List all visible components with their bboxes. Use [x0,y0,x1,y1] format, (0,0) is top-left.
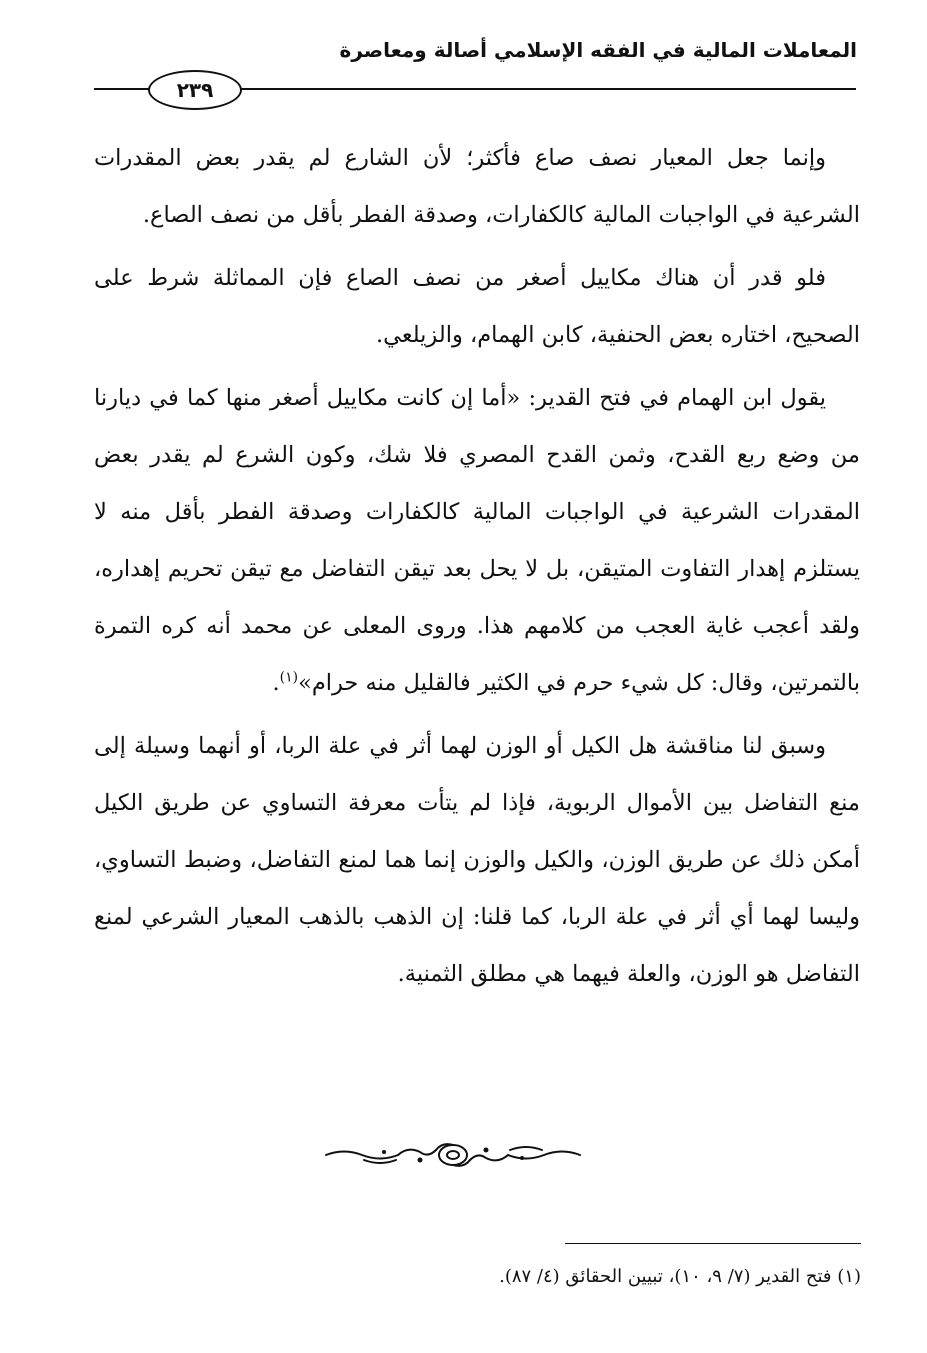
paragraph-3-end: . [272,670,280,696]
body-text [94,130,860,1003]
paragraph-4: وسبق لنا مناقشة هل الكيل أو الوزن لهما أثر في علة الربا، أو أنهما وسيلة إلى منع التفاضل بين الأموال الربوية، فإذا لم يتأت معرفة التساوي عن طريق الكيل أمكن ذلك عن طريق الوزن، والكيل والوزن إنما هما لمنع التفاضل، وضبط التساوي، وليسا لهما أي أثر في علة الربا، كما قلنا: إن الذهب بالذهب المعيار الشرعي لمنع التفاضل هو الوزن، والعلة فيهما هي مطلق الثمنية. [94,733,860,987]
paragraph-2: فلو قدر أن هناك مكاييل أصغر من نصف الصاع فإن المماثلة شرط على الصحيح، اختاره بعض الحنفية، كابن الهمام، والزيلعي. [94,265,860,348]
paragraph-1: وإنما جعل المعيار نصف صاع فأكثر؛ لأن الشارع لم يقدر بعض المقدرات الشرعية في الواجبات المالية كالكفارات، وصدقة الفطر بأقل من نصف الصاع. [94,145,860,228]
footnote-text: (١) فتح القدير (٧/ ٩، ١٠)، تبيين الحقائق (٤/ ٨٧). [499,1266,861,1287]
decorative-ornament [324,1140,582,1170]
paragraph-3-text: يقول ابن الهمام في فتح القدير: «أما إن كانت مكاييل أصغر منها كما في ديارنا من وضع ربع القدح، وثمن القدح المصري فلا شك، وكون الشرع لم يقدر بعض المقدرات الشرعية في الواجبات المالية كالكفارات وصدقة الفطر بأقل منه لا يستلزم إهدار التفاوت المتيقن، بل لا يحل بعد تيقن التفاضل مع تيقن تحريم إهداره، ولقد أعجب غاية العجب من كلامهم هذا. وروى المعلى عن محمد أنه كره التمرة بالتمرتين، وقال: كل شيء حرم في الكثير فالقليل منه حرام» [94,385,860,696]
footnote-reference[interactable]: (١) [279,669,299,686]
page-number: ٢٣٩ [148,70,242,110]
footnote-separator [565,1243,861,1244]
running-header-title: المعاملات المالية في الفقه الإسلامي أصالة ومعاصرة [339,38,857,62]
paragraph-3 [94,370,860,712]
